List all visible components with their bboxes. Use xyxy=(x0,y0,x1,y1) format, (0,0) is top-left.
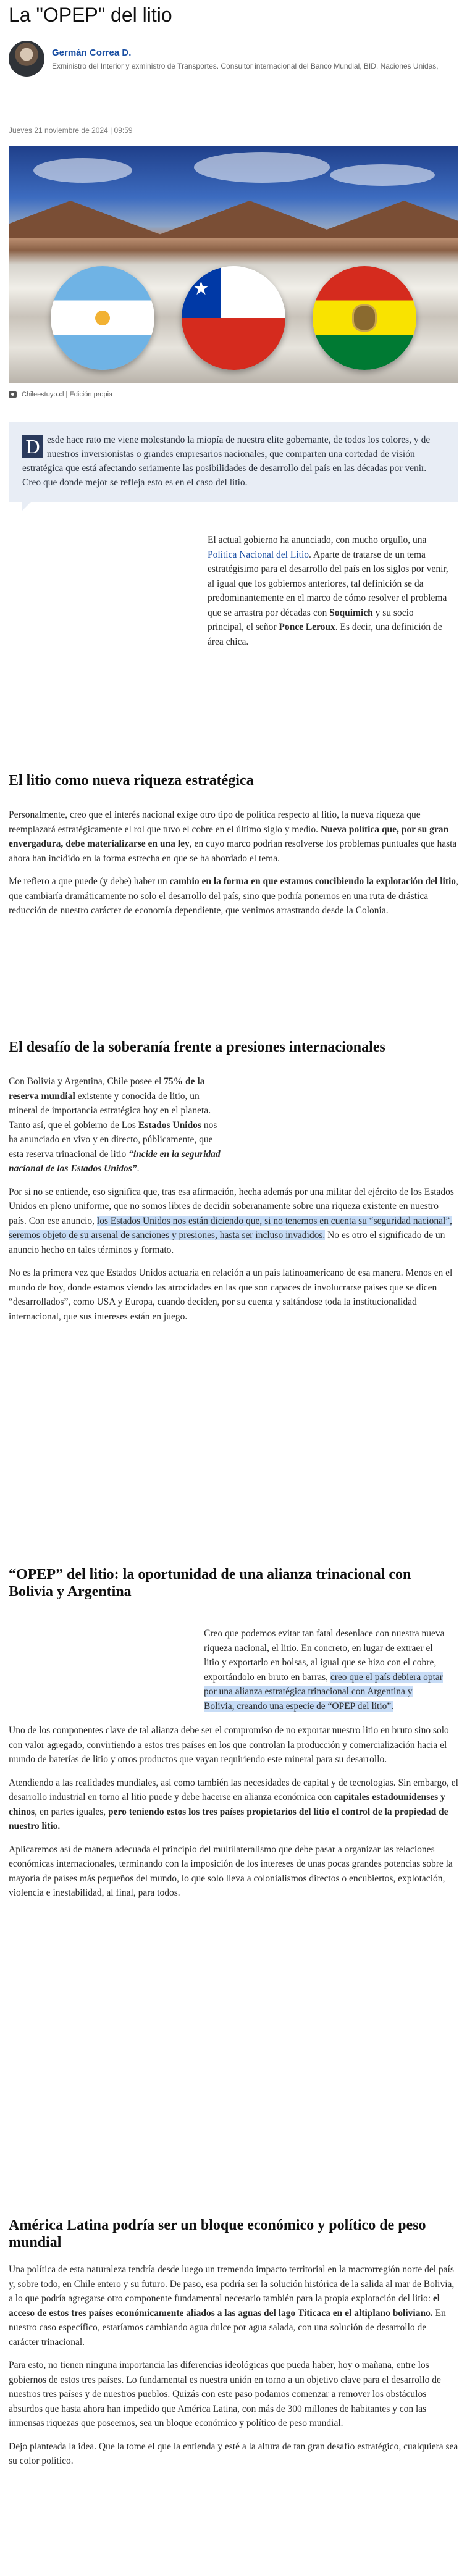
section-4-paragraph-1 xyxy=(9,2262,458,2349)
text-run: , en cuyo marco podrían resolverse los problemas puntuales que hasta ahora han incidido en la forma estrecha en que se ha abordado el tema. xyxy=(9,838,457,864)
text-run: Con Bolivia y Argentina, Chile posee el xyxy=(9,1076,162,1087)
bold-text: capitales estadounidenses y chinos xyxy=(9,1792,445,1817)
author-info xyxy=(52,48,453,70)
text-run: Una política de esta naturaleza tendría desde luego un tremendo impacto territorial en la macrorregión norte del país y, sobre todo, en Chile entero y su futuro. De paso, esa podría ser la solución histórica de la salida al mar de Bolivia, a lo que podría agregarse otro componente fundamental necesario también para la propia explotación del litio: xyxy=(9,2264,455,2304)
summary-box xyxy=(9,422,458,502)
cloud-shape xyxy=(33,158,132,183)
drop-cap: D xyxy=(22,435,43,458)
author-block xyxy=(9,41,458,77)
bolivia-flag xyxy=(313,266,416,370)
text-run: En nuestro caso específico, estaríamos cambiando agua dulce por agua salada, con una solución de desarrollo de carácter trinacional. xyxy=(9,2307,446,2348)
image-caption xyxy=(9,391,458,398)
section-1-paragraph-2 xyxy=(9,874,458,918)
star-icon: ★ xyxy=(193,278,209,299)
text-run: Personalmente, creo que el interés nacional exige otro tipo de política respecto al litio, la nueva riqueza que reemplazará estratégicamente el rol que tuvo el cobre en el último siglo y medio. xyxy=(9,809,421,835)
mountain-shape xyxy=(9,201,169,238)
section-1 xyxy=(9,772,458,918)
section-4-paragraph-3: Dejo planteada la idea. Que la tome el que la entienda y esté a la altura de tan gran desafío estratégico, cualquiera sea su color político. xyxy=(9,2441,458,2466)
text-run: y su socio principal, el señor xyxy=(208,607,414,632)
argentina-flag xyxy=(51,266,154,370)
section-2-paragraph-2 xyxy=(9,1185,458,1258)
section-3-paragraph-1 xyxy=(204,1626,445,1713)
section-2-paragraph-1 xyxy=(9,1074,222,1176)
crest-icon xyxy=(352,304,377,332)
text-run: nos ha anunciado en vivo y en directo, públicamente, que esta reserva trinacional de litio xyxy=(9,1119,217,1160)
bold-text: Nueva política que, por su gran envergadura, debe materializarse en una ley xyxy=(9,824,449,849)
text-run: . Aparte de tratarse de un tema estratégisimo para el desarrollo del país en los siglos por venir, al igual que los gobiernos anteriores, tal definición se da predominantemente en el marco de cómo resolver el problema que se arrastra por décadas con xyxy=(208,549,448,618)
mountain-shape xyxy=(305,201,458,238)
text-run: . xyxy=(137,1163,140,1174)
bold-text: pero teniendo estos los tres países propietarios del litio el control de la propiedad de nuestro litio. xyxy=(9,1806,448,1831)
summary-text: esde hace rato me viene molestando la miopía de nuestra elite gobernante, de todos los colores, y de nuestros inversionistas o grandes empresarios nacionales, que comparten una cortedad de visión estratégica que está afectando seriamente las posibilidades de desarrollo del país en las décadas por venir. Creo que donde mejor se refleja esto es en el caso del litio. xyxy=(22,435,431,488)
bold-text: cambio en la forma en que estamos concibiendo la explotación del litio xyxy=(169,876,456,887)
intro-paragraph xyxy=(208,533,452,649)
highlighted-text: los Estados Unidos nos están diciendo que, si no tenemos en cuenta su “seguridad nacional”, seremos objeto de su arsenal de sanciones y presiones, hasta ser incluso invadidos. xyxy=(9,1215,453,1240)
section-4 xyxy=(9,2217,458,2469)
highlighted-text: creo que el país debiera optar por una alianza estratégica trinacional con Argentina y Bolivia, creando una especie de “OPEP del litio”. xyxy=(204,1671,443,1712)
bold-text: Estados Unidos xyxy=(138,1119,201,1131)
bold-text: Soquimich xyxy=(329,607,373,618)
text-run: Me refiero a que puede (y debe) haber un xyxy=(9,876,167,887)
text-run: Creo que podemos evitar tan fatal desenlace con nuestra nueva riqueza nacional, el litio. En concreto, en lugar de extraer el litio y exportarlo en bolsas, al igual que se hizo con el cobre, exportándolo en bruto en barras, xyxy=(204,1628,445,1683)
bold-text: el acceso de estos tres países económicamente aliados a las aguas del lago Titicaca en el altiplano boliviano. xyxy=(9,2293,440,2319)
section-3-paragraph-4: Aplicaremos así de manera adecuada el principio del multilateralismo que debe pasar a organizar las relaciones económicas internacionales, terminando con la imposición de los intereses de unas pocas grandes potencias sobre la mayoría de países más pequeños del mundo, lo que solo lleva a colonialismos directos o encubiertos, explotación, violencia e inestabilidad, al final, para todos. xyxy=(9,1844,453,1898)
section-1-paragraph-1 xyxy=(9,808,458,866)
text-run: , en partes iguales, xyxy=(35,1806,106,1817)
bold-text: 75% de la reserva mundial xyxy=(9,1076,205,1102)
chile-flag xyxy=(182,266,285,370)
section-3-paragraph-3 xyxy=(9,1776,458,1834)
text-run: El actual gobierno ha anunciado, con mucho orgullo, una xyxy=(208,535,427,545)
cloud-shape xyxy=(330,164,435,186)
text-run: existente y conocida de litio, un mineral de importancia estratégica hoy en el planeta. Tanto así, que el gobierno de Los xyxy=(9,1090,211,1131)
image-caption-text: Chileestuyo.cl | Edición propia xyxy=(22,391,113,398)
section-3-heading: “OPEP” del litio: la oportunidad de una alianza trinacional con Bolivia y Argentina xyxy=(9,1566,411,1600)
hero-image xyxy=(9,146,458,383)
text-run: , que cambiaría dramáticamente no solo el desarrollo del país, sino que podría ponernos en una ruta de drástica reducción de nuestro carácter de economía dependiente, que venimos arrastrando desde la Colonia. xyxy=(9,876,458,916)
author-bio: Exministro del Interior y exministro de Transportes. Consultor internacional del Banco Mundial, BID, Naciones Unidas, xyxy=(52,61,439,70)
text-run: Por si no se entiende, eso significa que, tras esa afirmación, hecha además por una militar del ejército de los Estados Unidos en pleno uniforme, que no somos libres de decidir soberanamente sobre una riqueza existente en nuestro país. Con ese anuncio, xyxy=(9,1186,454,1226)
text-run: Atendiendo a las realidades mundiales, así como también las necesidades de capital y de tecnologías. Sin embargo, el desarrollo industrial en torno al litio puede y debe hacerse en alianza económica con xyxy=(9,1777,458,1802)
quote-text: “incide en la seguridad nacional de los Estados Unidos” xyxy=(9,1148,221,1174)
section-2-paragraph-3: No es la primera vez que Estados Unidos actuaría en relación a un país latinoamericano de esa manera. Menos en el mundo de hoy, donde estamos viendo las atrocidades en las que son capaces de involucrarse países que se dicen “desarrollados”, como USA y Europa, cuando deciden, por su cuenta y saltándose toda la institucionalidad internacional, que sus intereses están en juego. xyxy=(9,1268,453,1322)
article-title: La "OPEP" del litio xyxy=(9,4,172,26)
section-2 xyxy=(9,1039,458,1324)
author-name-link[interactable]: Germán Correa D. xyxy=(52,47,132,58)
publish-date: Jueves 21 noviembre de 2024 | 09:59 xyxy=(9,126,133,135)
text-run: No es otro el significado de un anuncio hecho en tales términos y formato. xyxy=(9,1230,445,1255)
author-avatar[interactable] xyxy=(9,41,44,77)
text-run: . Es decir, una definición de área chica. xyxy=(208,622,442,647)
section-3-paragraph-2: Uno de los componentes clave de tal alianza debe ser el compromiso de no exportar nuestro litio en bruto sino solo con valor agregado, convirtiendo a estos tres países en los que controlan la producción y comercialización hacia el mundo de baterías de litio y otros productos que vayan requiriendo este mineral para su desarrollo. xyxy=(9,1725,449,1765)
section-1-heading: El litio como nueva riqueza estratégica xyxy=(9,772,254,788)
politica-nacional-litio-link[interactable]: Política Nacional del Litio xyxy=(208,549,309,560)
sun-icon xyxy=(95,311,110,325)
bold-text: Ponce Leroux xyxy=(279,622,335,632)
section-4-heading: América Latina podría ser un bloque económico y político de peso mundial xyxy=(9,2217,426,2251)
section-2-heading: El desafío de la soberanía frente a presiones internacionales xyxy=(9,1039,385,1055)
camera-icon xyxy=(9,391,17,398)
section-3 xyxy=(9,1566,458,1901)
cloud-shape xyxy=(194,152,330,183)
section-4-paragraph-2: Para esto, no tienen ninguna importancia las diferencias ideológicas que pueda haber, hoy o mañana, entre los gobiernos de estos tres países. Lo fundamental es nuestra unión en torno a un objetivo clave para el desarrollo de nuestros tres países y de nuestros pueblos. Quizás con este paso podamos comenzar a remover los obstáculos absurdos que hasta ahora han impedido que América Latina, con más de 300 millones de habitantes y con las inmensas riquezas que poseemos, sea un bloque económico y político de peso mundial. xyxy=(9,2360,441,2428)
